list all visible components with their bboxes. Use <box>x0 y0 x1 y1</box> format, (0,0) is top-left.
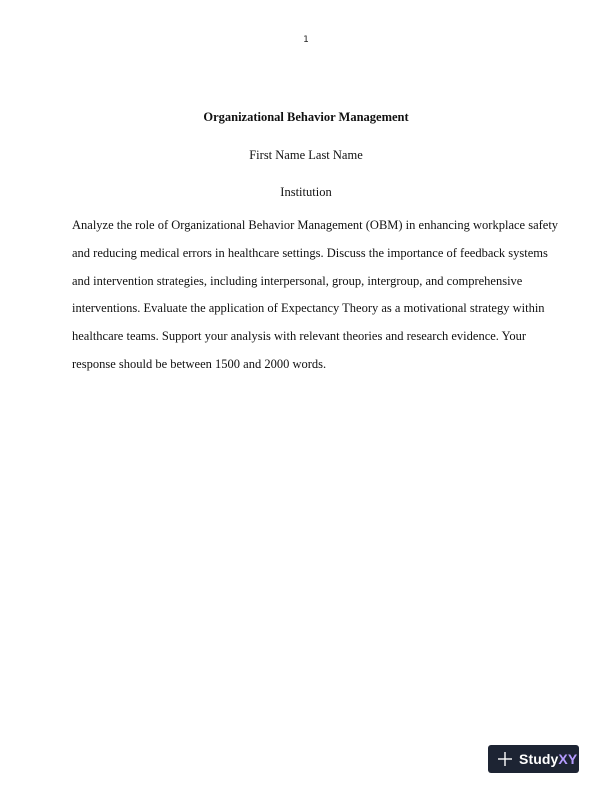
author-name: First Name Last Name <box>249 148 363 162</box>
paragraph-line: and reducing medical errors in healthcare settings. Discuss the importance of feedback systems <box>72 245 548 260</box>
studyxy-logo-text <box>519 751 577 767</box>
paragraph-line: healthcare teams. Support your analysis with relevant theories and research evidence. Your <box>72 329 527 344</box>
document-title: Organizational Behavior Management <box>203 110 409 124</box>
institution-name: Institution <box>280 185 332 199</box>
paragraph-line: and intervention strategies, including interpersonal, group, intergroup, and comprehensive <box>72 273 523 288</box>
prompt-paragraph <box>72 212 559 379</box>
brand-accent: XY <box>558 751 578 767</box>
page-number: 1 <box>303 35 309 45</box>
brand-prefix: Study <box>519 751 559 767</box>
paragraph-line: Analyze the role of Organizational Behavior Management (OBM) in enhancing workplace safety <box>72 218 559 232</box>
paragraph-line: response should be between 1500 and 2000 words. <box>72 356 327 371</box>
paragraph-line: interventions. Evaluate the application of Expectancy Theory as a motivational strategy within <box>72 301 545 316</box>
studyxy-watermark-badge[interactable] <box>488 745 579 773</box>
plus-cross-icon <box>497 751 513 767</box>
